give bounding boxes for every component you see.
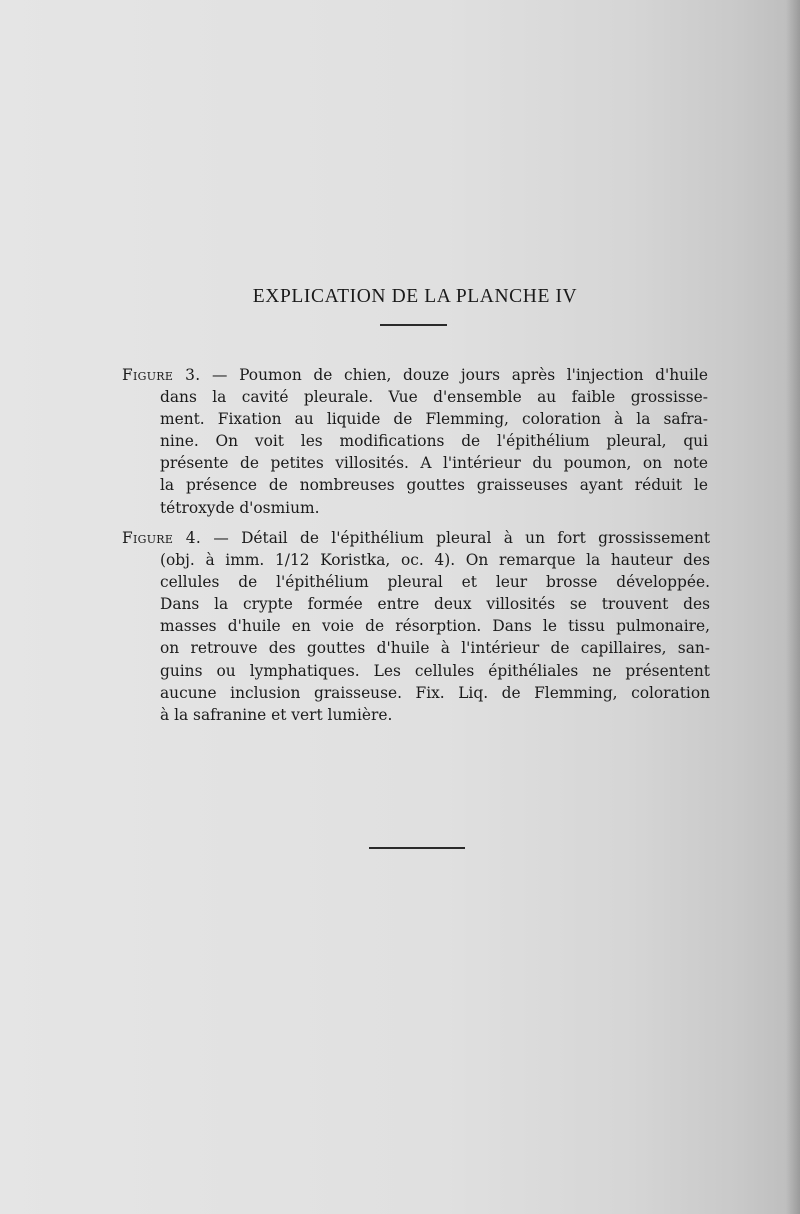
figure-3-caption <box>122 364 708 519</box>
page-title: EXPLICATION DE LA PLANCHE IV <box>252 286 578 307</box>
caption-line: cellules de l'épithélium pleural et leur brosse développée. <box>160 573 710 592</box>
caption-text: — Poumon de chien, douze jours après l'injection d'huile <box>200 366 708 384</box>
caption-line: dans la cavité pleurale. Vue d'ensemble au faible grossisse- <box>160 388 708 407</box>
caption-line: aucune inclusion graisseuse. Fix. Liq. de Flemming, coloration <box>160 683 710 702</box>
figure-label: Figure 4. <box>122 529 202 547</box>
caption-line: (obj. à imm. 1/12 Koristka, oc. 4). On remarque la hauteur des <box>160 551 710 570</box>
caption-line: la présence de nombreuses gouttes graisseuses ayant réduit le <box>160 476 708 495</box>
caption-line: Dans la crypte formée entre deux villosités se trouvent des <box>160 595 710 614</box>
figure-4-caption <box>122 527 710 726</box>
caption-text: — Détail de l'épithélium pleural à un fort grossissement <box>201 529 710 547</box>
caption-line: présente de petites villosités. A l'intérieur du poumon, on note <box>160 454 708 473</box>
figure-label: Figure 3. <box>122 366 201 384</box>
title-rule <box>380 324 447 326</box>
caption-line <box>122 364 708 386</box>
page-edge-shadow <box>786 0 800 1214</box>
caption-line: guins ou lymphatiques. Les cellules épithéliales ne présentent <box>160 661 710 680</box>
caption-line: masses d'huile en voie de résorption. Dans le tissu pulmonaire, <box>160 617 710 636</box>
closing-rule <box>369 847 465 849</box>
caption-line: on retrouve des gouttes d'huile à l'intérieur de capillaires, san- <box>160 639 710 658</box>
caption-line <box>122 527 710 549</box>
caption-line: tétroxyde d'osmium. <box>160 498 320 517</box>
caption-line: à la safranine et vert lumière. <box>160 705 393 724</box>
caption-line: ment. Fixation au liquide de Flemming, coloration à la safra- <box>160 410 708 429</box>
caption-line: nine. On voit les modifications de l'épithélium pleural, qui <box>160 432 708 451</box>
